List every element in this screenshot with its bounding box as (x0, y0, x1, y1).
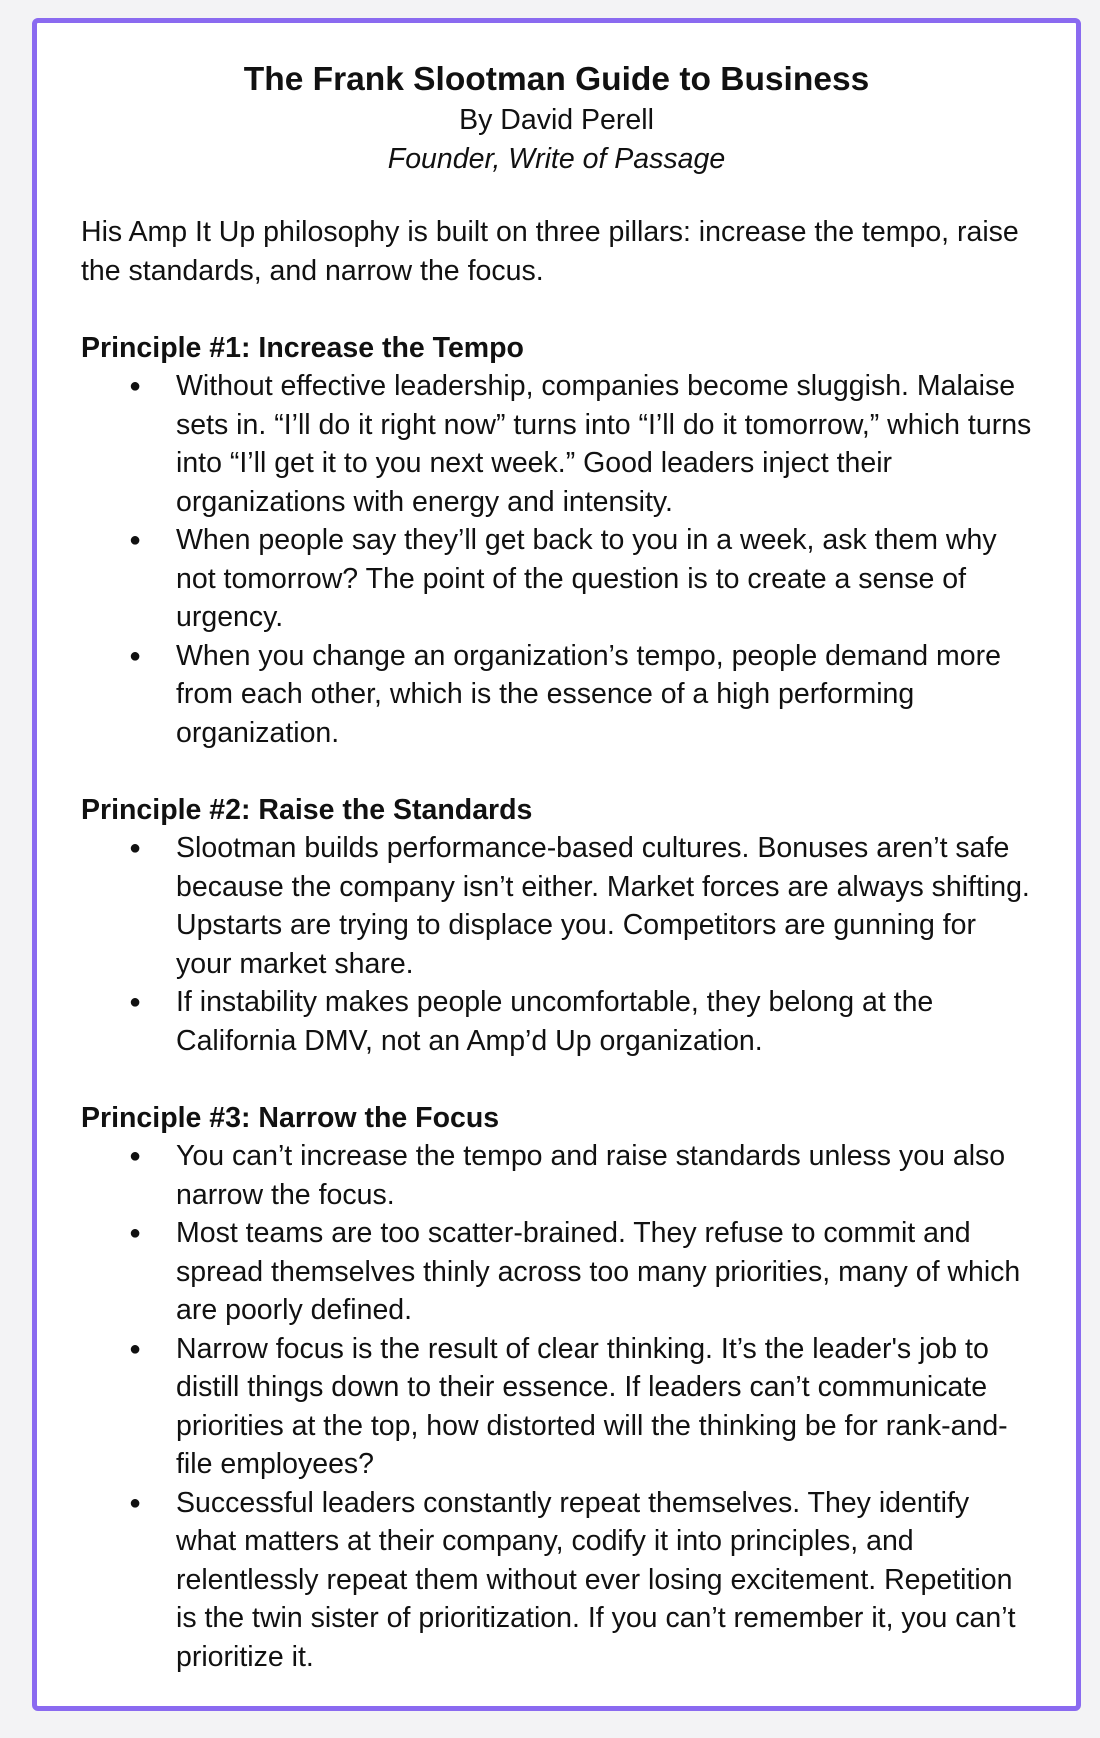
bullet-list (81, 367, 1032, 752)
bullet-item: ● When people say they’ll get back to you in a week, ask them why not tomorrow? The point of the question is to create a sense of urgency. (81, 521, 1032, 637)
principle-section-2 (81, 791, 1032, 1061)
bullet-list (81, 829, 1032, 1060)
principle-section-3 (81, 1099, 1032, 1677)
bullet-item: ● If instability makes people uncomfortable, they belong at the California DMV, not an Amp’d Up organization. (81, 983, 1032, 1060)
document-card (32, 18, 1081, 1711)
bullet-item: ● Without effective leadership, companies become sluggish. Malaise sets in. “I’ll do it right now” turns into “I’ll do it tomorrow,” which turns into “I’ll get it to you next week.” Good leaders inject their organizations with energy and intensity. (81, 367, 1032, 521)
bullet-item: ● Successful leaders constantly repeat themselves. They identify what matters at their company, codify it into principles, and relentlessly repeat them without ever losing excitement. Repetition is the twin sister of prioritization. If you can’t remember it, you can’t prioritize it. (81, 1484, 1032, 1677)
bullet-item: ● Most teams are too scatter-brained. They refuse to commit and spread themselves thinly across too many priorities, many of which are poorly defined. (81, 1214, 1032, 1330)
bullet-list (81, 1137, 1032, 1676)
section-heading: Principle #2: Raise the Standards (81, 793, 533, 826)
bullet-item: ● Slootman builds performance-based cultures. Bonuses aren’t safe because the company isn’t either. Market forces are always shifting. Upstarts are trying to displace you. Competitors are gunning for your market share. (81, 829, 1032, 983)
principle-section-1 (81, 329, 1032, 753)
bullet-item: ● When you change an organization’s tempo, people demand more from each other, which is the essence of a high performing organization. (81, 637, 1032, 753)
bullet-item: ● Narrow focus is the result of clear thinking. It’s the leader's job to distill things down to their essence. If leaders can’t communicate priorities at the top, how distorted will the thinking be for rank-and-file employees? (81, 1330, 1032, 1484)
bullet-item: ● You can’t increase the tempo and raise standards unless you also narrow the focus. (81, 1137, 1032, 1214)
section-heading: Principle #1: Increase the Tempo (81, 331, 524, 364)
document-header (81, 59, 1032, 179)
author-byline: By David Perell (459, 104, 654, 136)
section-heading: Principle #3: Narrow the Focus (81, 1101, 500, 1134)
document-title: The Frank Slootman Guide to Business (243, 61, 870, 98)
intro-paragraph: His Amp It Up philosophy is built on three pillars: increase the tempo, raise the standards, and narrow the focus. (81, 216, 1019, 287)
author-role: Founder, Write of Passage (387, 143, 726, 175)
